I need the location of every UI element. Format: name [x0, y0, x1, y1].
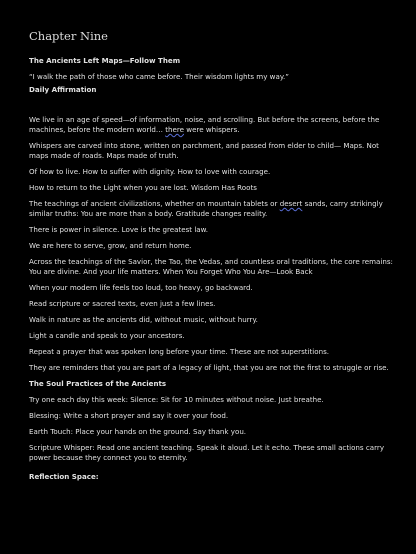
paragraph-walk-in-nature: Walk in nature as the ancients did, without music, without hurry. [29, 315, 258, 324]
practices-title: The Soul Practices of the Ancients [29, 379, 167, 388]
paragraph-return-to-light: How to return to the Light when you are lost. Wisdom Has Roots [29, 183, 257, 192]
section-title: The Ancients Left Maps—Follow Them [29, 56, 181, 65]
paragraph-across-teachings: Across the teachings of the Savior, the Tao, the Vedas, and countless oral traditions, the core remains: You are divine. And your life matters. When You Forget Who You Are—Look Back [29, 257, 393, 276]
opening-quote: “I walk the path of those who came before. Their wisdom lights my way.” [29, 72, 289, 81]
practice-scripture-whisper: Scripture Whisper: Read one ancient teaching. Speak it aloud. Let it echo. These small actions carry power because they connect you to eternity. [29, 443, 385, 462]
paragraph-serve-grow: We are here to serve, grow, and return home. [29, 241, 192, 250]
practice-silence: Try one each day this week: Silence: Sit for 10 minutes without noise. Just breathe. [29, 395, 324, 404]
paragraph-age-of-speed [29, 115, 396, 135]
paragraph-text: were whispers. [184, 125, 240, 134]
paragraph-text: The teachings of ancient civilizations, whether on mountain tablets or [29, 199, 280, 208]
paragraph-legacy-of-light: They are reminders that you are part of a legacy of light, that you are not the first to struggle or rise. [29, 363, 389, 372]
practice-earth-touch: Earth Touch: Place your hands on the ground. Say thank you. [29, 427, 247, 436]
paragraph-read-scripture: Read scripture or sacred texts, even just a few lines. [29, 299, 216, 308]
paragraph-repeat-prayer: Repeat a prayer that was spoken long before your time. These are not superstitions. [29, 347, 330, 356]
spellcheck-word-there: there [165, 125, 185, 134]
daily-affirmation-label: Daily Affirmation [29, 85, 97, 94]
paragraph-how-to-live: Of how to live. How to suffer with dignity. How to love with courage. [29, 167, 271, 176]
practice-blessing: Blessing: Write a short prayer and say it over your food. [29, 411, 229, 420]
chapter-title: Chapter Nine [29, 29, 108, 43]
paragraph-light-candle: Light a candle and speak to your ancestors. [29, 331, 185, 340]
paragraph-text: sands, carry strikingly similar truths: You are more than a body. Gratitude changes reality. [29, 199, 383, 218]
paragraph-ancient-teachings [29, 199, 396, 219]
paragraph-whispers: Whispers are carved into stone, written on parchment, and passed from elder to child— Maps. Not maps made of roads. Maps made of truth. [29, 141, 379, 160]
spellcheck-word-desert: desert [279, 199, 303, 208]
reflection-space-label: Reflection Space: [29, 472, 99, 481]
paragraph-text: We live in an age of speed—of information, noise, and scrolling. But before the screens, before the machines, before the modern world… [29, 115, 380, 134]
paragraph-power-in-silence: There is power in silence. Love is the greatest law. [29, 225, 209, 234]
paragraph-go-backward: When your modern life feels too loud, too heavy, go backward. [29, 283, 253, 292]
